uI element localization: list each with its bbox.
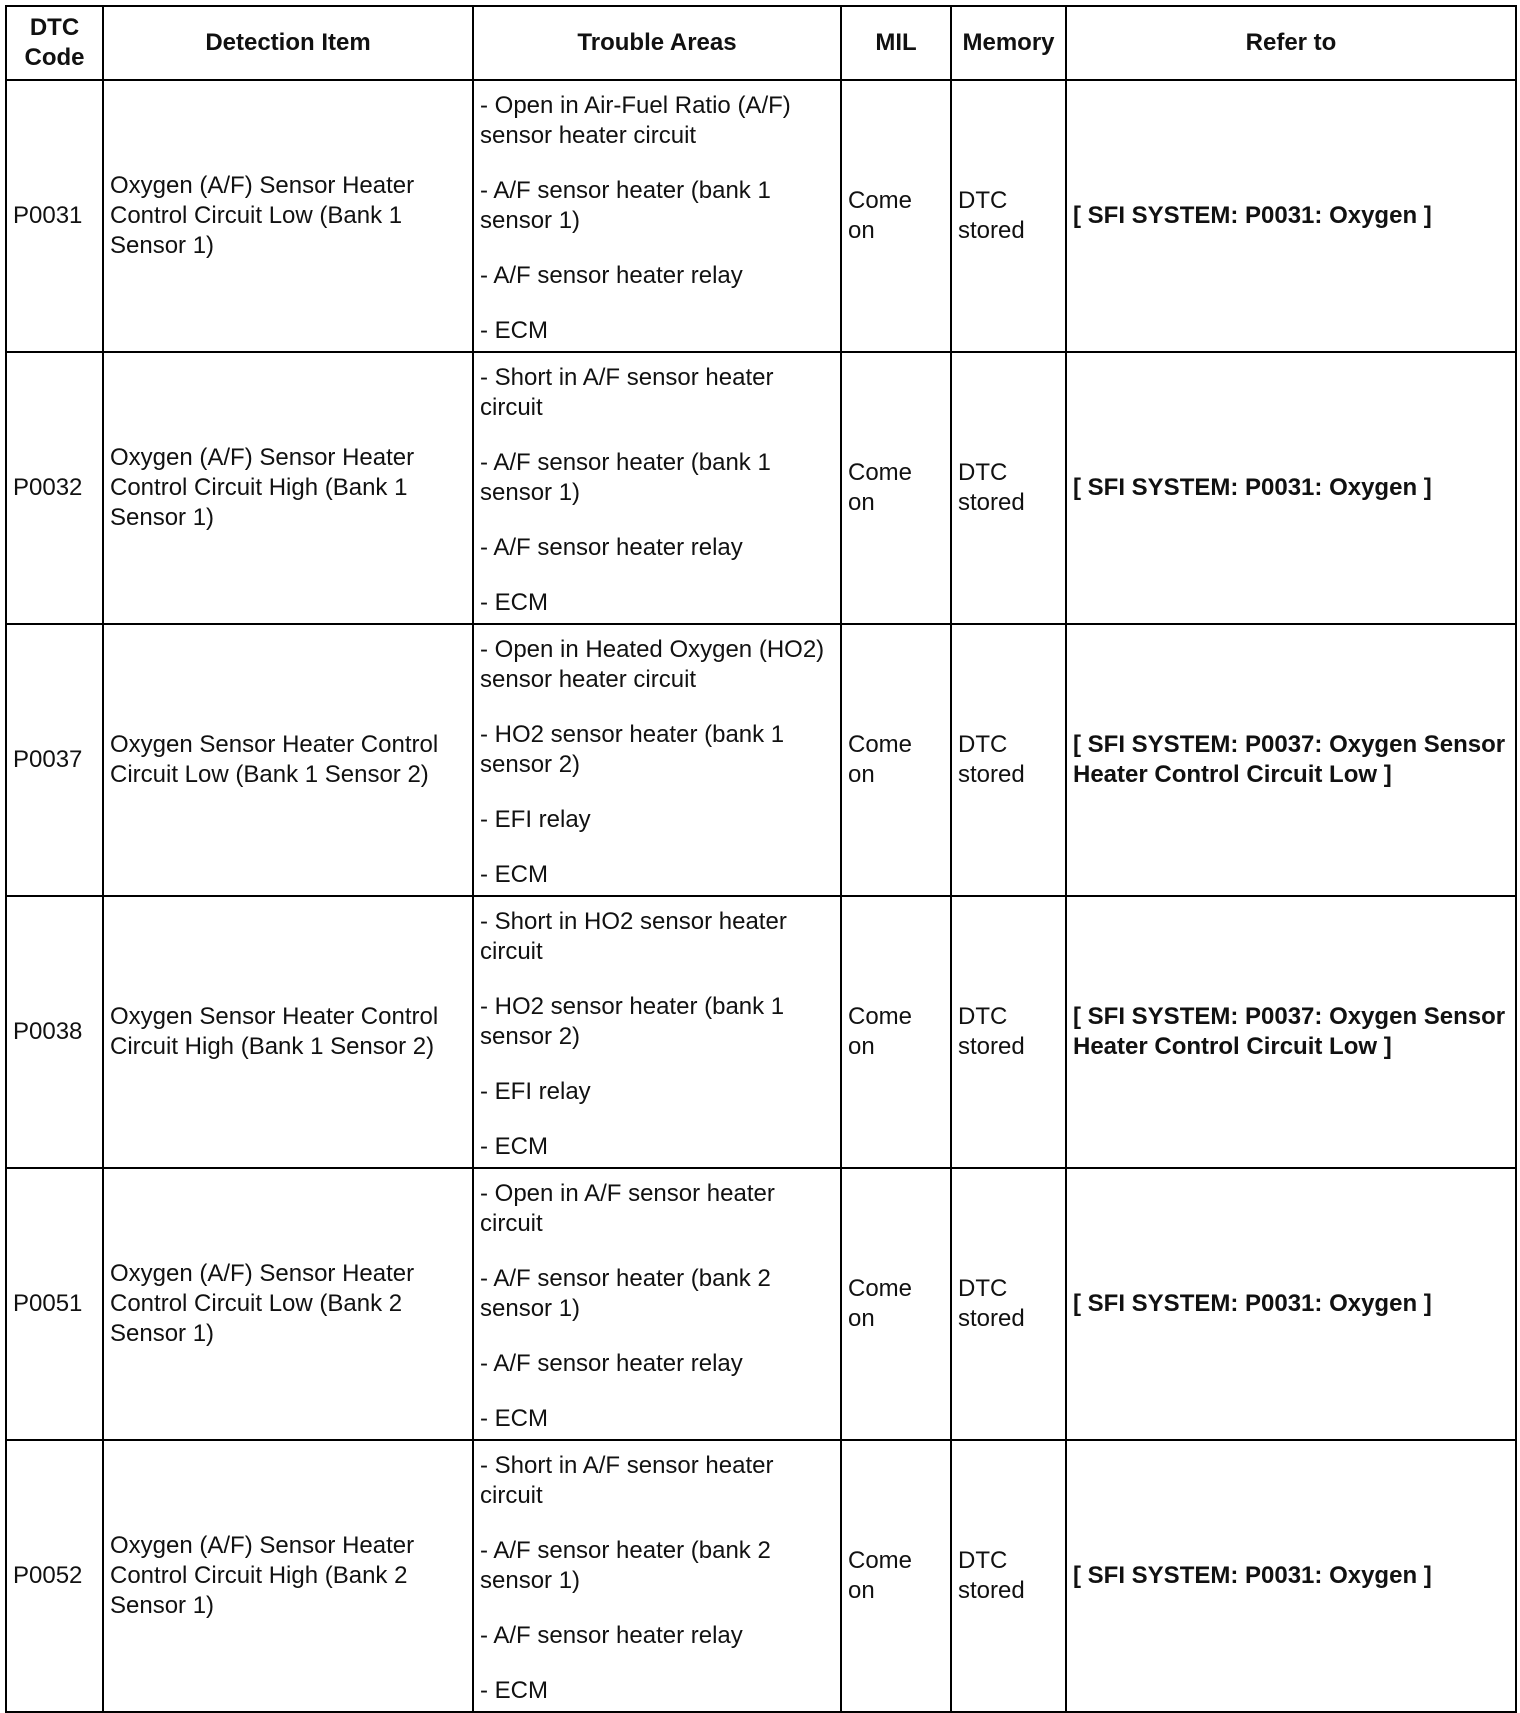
trouble-area-item: - A/F sensor heater relay bbox=[480, 261, 743, 289]
trouble-area-item: - Short in A/F sensor heater circuit bbox=[480, 1451, 774, 1509]
trouble-area-item: - ECM bbox=[480, 316, 548, 344]
dtc-code-cell: P0052 bbox=[6, 1440, 103, 1712]
dtc-code-cell: P0051 bbox=[6, 1168, 103, 1440]
table-row bbox=[6, 896, 1516, 1168]
trouble-area-item: - A/F sensor heater (bank 2 sensor 1) bbox=[480, 1264, 771, 1322]
detection-item-cell: Oxygen (A/F) Sensor Heater Control Circuit High (Bank 2 Sensor 1) bbox=[103, 1440, 473, 1712]
trouble-area-item: - Open in Air-Fuel Ratio (A/F) sensor heater circuit bbox=[480, 91, 791, 149]
trouble-area-item: - A/F sensor heater (bank 1 sensor 1) bbox=[480, 176, 771, 234]
header-memory: Memory bbox=[951, 6, 1066, 80]
table-row bbox=[6, 80, 1516, 352]
mil-cell: Come on bbox=[841, 1440, 951, 1712]
trouble-area-item: - EFI relay bbox=[480, 1077, 591, 1105]
header-mil: MIL bbox=[841, 6, 951, 80]
memory-cell: DTC stored bbox=[951, 624, 1066, 896]
trouble-area-item: - ECM bbox=[480, 1132, 548, 1160]
trouble-area-item: - ECM bbox=[480, 1404, 548, 1432]
trouble-areas-cell bbox=[473, 624, 841, 896]
trouble-area-item: - HO2 sensor heater (bank 1 sensor 2) bbox=[480, 992, 785, 1050]
dtc-code-cell: P0038 bbox=[6, 896, 103, 1168]
refer-to-cell bbox=[1066, 624, 1516, 896]
mil-cell: Come on bbox=[841, 896, 951, 1168]
trouble-area-item: - A/F sensor heater relay bbox=[480, 1349, 743, 1377]
header-refer-to: Refer to bbox=[1066, 6, 1516, 80]
memory-cell: DTC stored bbox=[951, 352, 1066, 624]
table-body bbox=[6, 80, 1516, 1712]
refer-to-link[interactable]: [ SFI SYSTEM: P0031: Oxygen ] bbox=[1073, 202, 1432, 229]
trouble-areas-cell bbox=[473, 1168, 841, 1440]
refer-to-link[interactable]: [ SFI SYSTEM: P0031: Oxygen ] bbox=[1073, 1562, 1432, 1589]
detection-item-cell: Oxygen (A/F) Sensor Heater Control Circuit High (Bank 1 Sensor 1) bbox=[103, 352, 473, 624]
trouble-area-item: - EFI relay bbox=[480, 805, 591, 833]
trouble-area-item: - Open in Heated Oxygen (HO2) sensor heater circuit bbox=[480, 635, 825, 693]
detection-item-cell: Oxygen (A/F) Sensor Heater Control Circuit Low (Bank 2 Sensor 1) bbox=[103, 1168, 473, 1440]
mil-cell: Come on bbox=[841, 80, 951, 352]
trouble-areas-cell bbox=[473, 1440, 841, 1712]
trouble-areas-cell bbox=[473, 896, 841, 1168]
trouble-area-item: - Short in A/F sensor heater circuit bbox=[480, 363, 774, 421]
refer-to-cell bbox=[1066, 80, 1516, 352]
trouble-area-item: - A/F sensor heater relay bbox=[480, 533, 743, 561]
memory-cell: DTC stored bbox=[951, 80, 1066, 352]
detection-item-cell: Oxygen Sensor Heater Control Circuit Low (Bank 1 Sensor 2) bbox=[103, 624, 473, 896]
refer-to-link[interactable]: [ SFI SYSTEM: P0031: Oxygen ] bbox=[1073, 1290, 1432, 1317]
detection-item-cell: Oxygen Sensor Heater Control Circuit High (Bank 1 Sensor 2) bbox=[103, 896, 473, 1168]
mil-cell: Come on bbox=[841, 624, 951, 896]
dtc-code-cell: P0031 bbox=[6, 80, 103, 352]
detection-item-cell: Oxygen (A/F) Sensor Heater Control Circuit Low (Bank 1 Sensor 1) bbox=[103, 80, 473, 352]
refer-to-link[interactable]: [ SFI SYSTEM: P0037: Oxygen Sensor Heater Control Circuit Low ] bbox=[1073, 731, 1506, 788]
trouble-area-item: - A/F sensor heater relay bbox=[480, 1621, 743, 1649]
trouble-area-item: - HO2 sensor heater (bank 1 sensor 2) bbox=[480, 720, 785, 778]
memory-cell: DTC stored bbox=[951, 896, 1066, 1168]
refer-to-link[interactable]: [ SFI SYSTEM: P0031: Oxygen ] bbox=[1073, 474, 1432, 501]
refer-to-cell bbox=[1066, 352, 1516, 624]
trouble-area-item: - Short in HO2 sensor heater circuit bbox=[480, 907, 787, 965]
trouble-area-item: - ECM bbox=[480, 1676, 548, 1704]
memory-cell: DTC stored bbox=[951, 1168, 1066, 1440]
refer-to-cell bbox=[1066, 1440, 1516, 1712]
trouble-areas-cell bbox=[473, 80, 841, 352]
refer-to-link[interactable]: [ SFI SYSTEM: P0037: Oxygen Sensor Heater Control Circuit Low ] bbox=[1073, 1003, 1506, 1060]
table-header-row bbox=[6, 6, 1516, 80]
header-trouble-areas: Trouble Areas bbox=[473, 6, 841, 80]
trouble-area-item: - A/F sensor heater (bank 2 sensor 1) bbox=[480, 1536, 771, 1594]
header-detection-item: Detection Item bbox=[103, 6, 473, 80]
table-row bbox=[6, 352, 1516, 624]
refer-to-cell bbox=[1066, 896, 1516, 1168]
mil-cell: Come on bbox=[841, 1168, 951, 1440]
trouble-areas-cell bbox=[473, 352, 841, 624]
table-row bbox=[6, 624, 1516, 896]
refer-to-cell bbox=[1066, 1168, 1516, 1440]
trouble-area-item: - A/F sensor heater (bank 1 sensor 1) bbox=[480, 448, 771, 506]
header-dtc-code: DTC Code bbox=[6, 6, 103, 80]
mil-cell: Come on bbox=[841, 352, 951, 624]
table-row bbox=[6, 1440, 1516, 1712]
dtc-table bbox=[5, 5, 1517, 1713]
dtc-code-cell: P0037 bbox=[6, 624, 103, 896]
trouble-area-item: - Open in A/F sensor heater circuit bbox=[480, 1179, 775, 1237]
memory-cell: DTC stored bbox=[951, 1440, 1066, 1712]
trouble-area-item: - ECM bbox=[480, 860, 548, 888]
trouble-area-item: - ECM bbox=[480, 588, 548, 616]
table-row bbox=[6, 1168, 1516, 1440]
dtc-code-cell: P0032 bbox=[6, 352, 103, 624]
